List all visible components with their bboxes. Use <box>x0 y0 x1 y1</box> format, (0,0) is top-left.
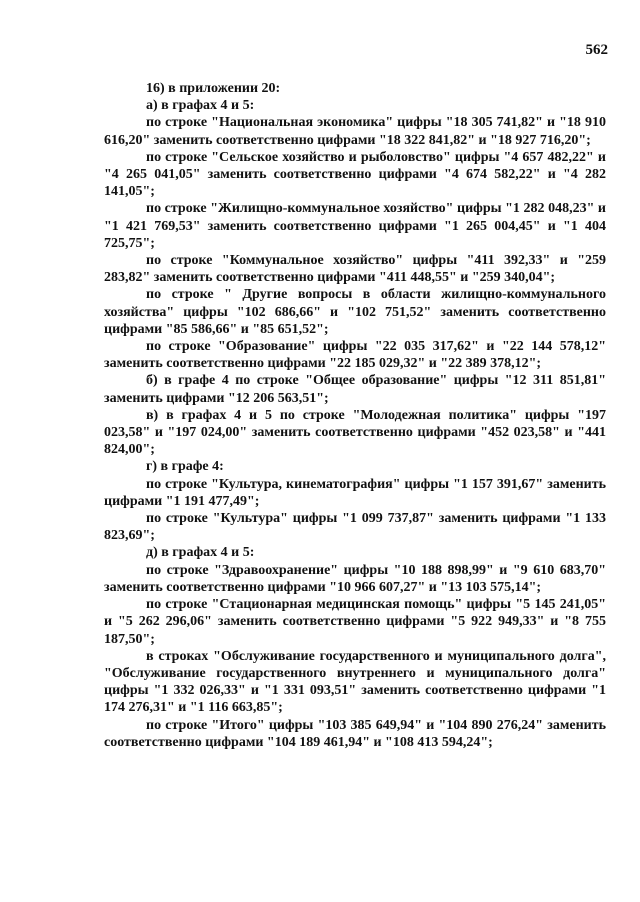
document-body <box>104 80 606 751</box>
paragraph: в строках "Обслуживание государственного и муниципального долга", "Обслуживание государственного внутреннего и муниципального долга" цифры "1 332 026,33" и "1 331 093,51" заменить соответственно цифрами "1 174 276,31" и "1 116 663,85"; <box>104 648 606 716</box>
paragraph: по строке "Здравоохранение" цифры "10 188 898,99" и "9 610 683,70" заменить соответственно цифрами "10 966 607,27" и "13 103 575,14"; <box>104 562 606 595</box>
paragraph: по строке "Образование" цифры "22 035 317,62" и "22 144 578,12" заменить соответственно цифрами "22 185 029,32" и "22 389 378,12"; <box>104 339 606 372</box>
paragraph: б) в графе 4 по строке "Общее образование" цифры "12 311 851,81" заменить цифрами "12 206 563,51"; <box>104 373 606 406</box>
paragraph: по строке "Культура, кинематография" цифры "1 157 391,67" заменить цифрами "1 191 477,49"; <box>104 476 606 509</box>
paragraph: а) в графах 4 и 5: <box>146 98 255 114</box>
paragraph: 16) в приложении 20: <box>146 81 281 96</box>
paragraph: по строке "Национальная экономика" цифры "18 305 741,82" и "18 910 616,20" заменить соответственно цифрами "18 322 841,82" и "18 927 716,20"; <box>104 115 606 148</box>
paragraph: по строке " Другие вопросы в области жилищно-коммунального хозяйства" цифры "102 686,66" и "102 751,52" заменить соответственно цифрами "85 586,66" и "85 651,52"; <box>104 287 606 337</box>
paragraph: по строке "Коммунальное хозяйство" цифры "411 392,33" и "259 283,82" заменить соответственно цифрами "411 448,55" и "259 340,04"; <box>104 253 606 286</box>
paragraph: по строке "Жилищно-коммунальное хозяйство" цифры "1 282 048,23" и "1 421 769,53" заменить соответственно цифрами "1 265 004,45" и "1 404 725,75"; <box>104 201 606 251</box>
paragraph: г) в графе 4: <box>146 459 224 475</box>
paragraph: по строке "Сельское хозяйство и рыболовство" цифры "4 657 482,22" и "4 265 041,05" заменить соответственно цифрами "4 674 582,22" и "4 282 141,05"; <box>104 149 606 200</box>
paragraph: д) в графах 4 и 5: <box>146 545 255 561</box>
paragraph: по строке "Итого" цифры "103 385 649,94" и "104 890 276,24" заменить соответственно цифрами "104 189 461,94" и "108 413 594,24"; <box>104 717 606 750</box>
page-number: 562 <box>585 42 608 58</box>
paragraph: по строке "Стационарная медицинская помощь" цифры "5 145 241,05" и "5 262 296,06" заменить соответственно цифрами "5 922 949,33" и "8 755 187,50"; <box>104 597 606 647</box>
paragraph: по строке "Культура" цифры "1 099 737,87" заменить цифрами "1 133 823,69"; <box>104 511 606 544</box>
paragraph: в) в графах 4 и 5 по строке "Молодежная политика" цифры "197 023,58" и "197 024,00" заменить соответственно цифрами "452 023,58" и "441 824,00"; <box>104 407 606 458</box>
